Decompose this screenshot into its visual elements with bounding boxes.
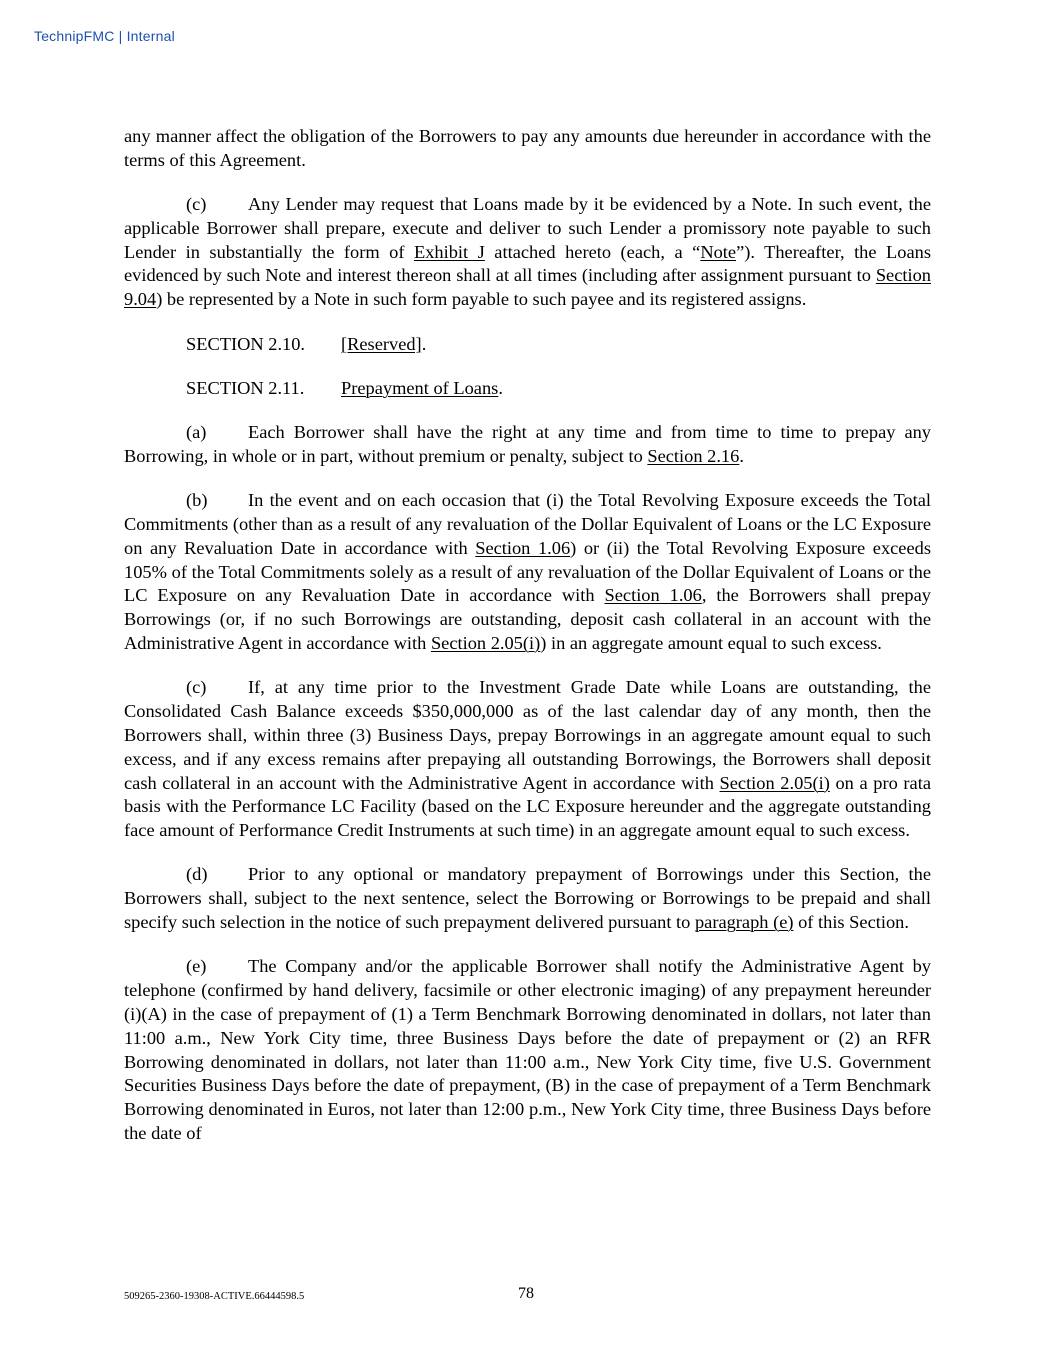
paragraph-text: , the Borrowers shall prepay Borrowings (or, if no such Borrowings are outstanding, deposit cash collateral in an account with the Administrative Agent in accordance with (124, 585, 931, 654)
paragraph-text: on a pro rata basis with the Performance LC Facility (based on the LC Exposure hereunder and the aggregate outstanding face amount of Performance Credit Instruments at such time) in an aggregate amount equal to such excess. (124, 772, 931, 841)
section-title-end: . (421, 333, 427, 354)
paragraph-e-reference[interactable]: paragraph (e) (694, 912, 794, 933)
paragraph-text: Any Lender may request that Loans made by it be evidenced by a Note. In such event, the applicable Borrower shall prepare, execute and deliver to such Lender a promissory note payable to such Lender in substantially the form of (124, 194, 931, 262)
paragraph-a (124, 421, 931, 469)
section-title-end: . (498, 377, 503, 398)
paragraph-text: ) or (ii) the Total Revolving Exposure exceeds 105% of the Total Commitments solely as a result of any revaluation of the Dollar Equivalent of Loans or the LC Exposure on any Revaluation Date in accordance with (124, 537, 931, 606)
section-9-04-reference[interactable]: Section 9.04 (124, 265, 931, 310)
paragraph-e (124, 955, 931, 1145)
section-title: Prepayment of Loans (341, 377, 499, 398)
paragraph-text: any manner affect the obligation of the Borrowers to pay any amounts due hereunder in accordance with the terms of this Agreement. (124, 126, 931, 170)
classification-label: TechnipFMC | Internal (34, 28, 175, 44)
paragraph-text: Prior to any optional or mandatory prepayment of Borrowings under this Section, the Borrowers shall, subject to the next sentence, select the Borrowing or Borrowings to be prepaid and shall specify such selection in the notice of such prepayment delivered pursuant to (124, 864, 931, 933)
section-2-11-heading (124, 377, 931, 401)
paragraph-text: In the event and on each occasion that (i) the Total Revolving Exposure exceeds the Total Commitments (other than as a result of any revaluation of the Dollar Equivalent of Loans or the LC Exposure on any Revaluation Date in accordance with (124, 490, 931, 558)
exhibit-j-reference[interactable]: Exhibit J (413, 241, 485, 262)
paragraph-text: The Company and/or the applicable Borrower shall notify the Administrative Agent by telephone (confirmed by hand delivery, facsimile or other electronic imaging) of any prepayment hereunder (i)(A) in the case of prepayment of (1) a Term Benchmark Borrowing denominated in dollars, not later than 11:00 a.m., New York City time, three Business Days before the date of prepayment or (2) an RFR Borrowing denominated in dollars, not later than 11:00 a.m., New York City time, five U.S. Government Securities Business Days before the date of prepayment, (B) in the case of prepayment of a Term Benchmark Borrowing denominated in Euros, not later than 12:00 p.m., New York City time, three Business Days before the date of (124, 956, 931, 1143)
paragraph-text: of this Section. (793, 912, 909, 933)
paragraph-text: Each Borrower shall have the right at any time and from time to time to prepay any Borrowing, in whole or in part, without premium or penalty, subject to (124, 422, 931, 466)
paragraph-d (124, 863, 931, 934)
paragraph-continued (124, 125, 931, 173)
paragraph-text: ”). Thereafter, the Loans evidenced by such Note and interest thereon shall at all times (including after assignment pursuant to (124, 241, 931, 286)
paragraph-text: ) in an aggregate amount equal to such excess. (540, 633, 882, 654)
section-2-05i-reference[interactable]: Section 2.05(i) (430, 633, 541, 654)
section-number: SECTION 2.11. (186, 377, 305, 398)
paragraph-label: (c) (186, 677, 207, 698)
paragraph-text: . (739, 445, 744, 466)
section-1-06-reference[interactable]: Section 1.06 (475, 537, 571, 558)
note-defined-term: Note (700, 241, 737, 262)
paragraph-b (124, 489, 931, 656)
section-number: SECTION 2.10. (186, 333, 306, 354)
paragraph-label: (a) (186, 422, 207, 443)
paragraph-label: (e) (186, 956, 207, 977)
paragraph-label: (b) (186, 490, 208, 511)
document-id: 509265-2360-19308-ACTIVE.66444598.5 (124, 1291, 305, 1302)
paragraph-c-note (124, 193, 931, 312)
paragraph-label: (c) (186, 194, 207, 215)
paragraph-c (124, 676, 931, 843)
section-title: [Reserved] (341, 333, 422, 354)
section-2-05i-reference[interactable]: Section 2.05(i) (719, 772, 830, 793)
paragraph-text: attached hereto (each, a “ (484, 241, 701, 262)
document-body (124, 125, 931, 1166)
section-2-10-heading (124, 333, 931, 357)
paragraph-text: ) be represented by a Note in such form payable to such payee and its registered assigns. (156, 289, 807, 310)
section-2-16-reference[interactable]: Section 2.16 (647, 445, 740, 466)
page-number: 78 (518, 1285, 534, 1302)
section-1-06-reference[interactable]: Section 1.06 (604, 585, 702, 606)
paragraph-label: (d) (186, 864, 208, 885)
paragraph-text: If, at any time prior to the Investment Grade Date while Loans are outstanding, the Consolidated Cash Balance exceeds $350,000,000 as of the last calendar day of any month, then the Borrowers shall, within three (3) Business Days, prepay Borrowings in an aggregate amount equal to such excess, and if any excess remains after prepaying all outstanding Borrowings, the Borrowers shall deposit cash collateral in an account with the Administrative Agent in accordance with (124, 677, 931, 793)
